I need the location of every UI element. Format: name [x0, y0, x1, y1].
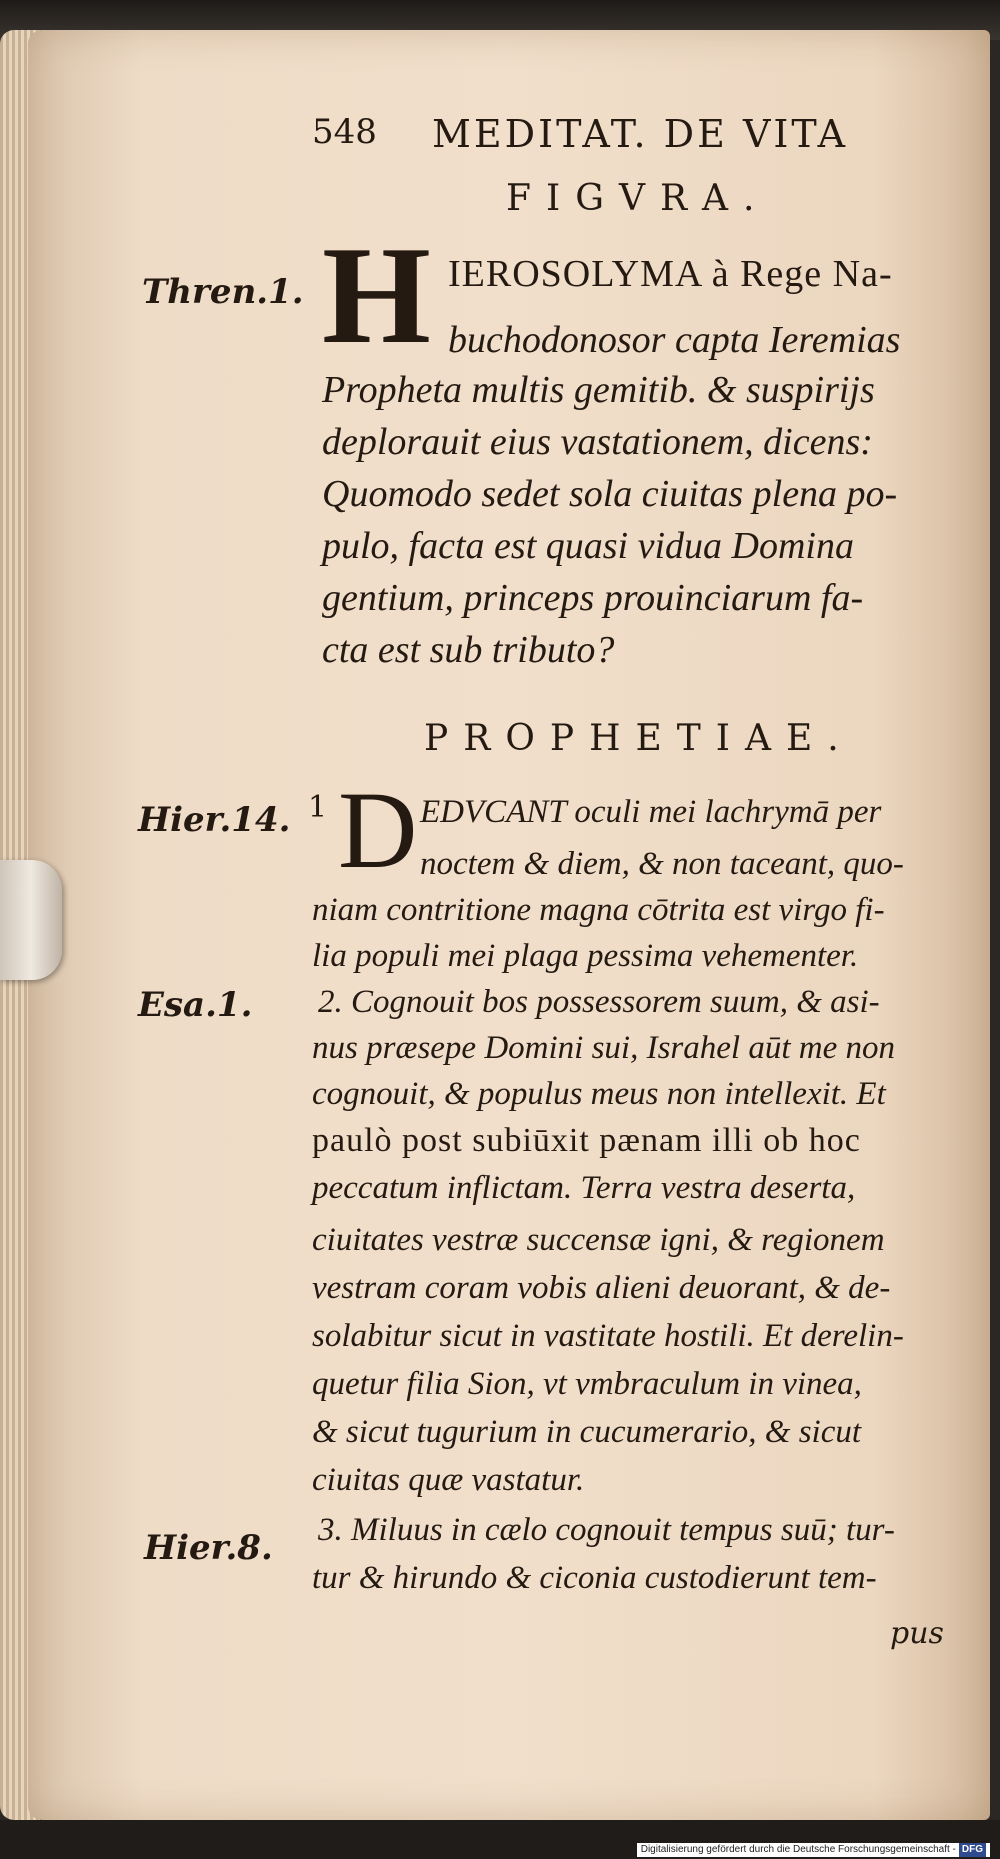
text-line: peccatum inflictam. Terra vestra deserta, [312, 1170, 856, 1206]
text-line: quetur filia Sion, vt vmbraculum in vinea, [312, 1366, 862, 1402]
credit-text: Digitalisierung gefördert durch die Deutsche Forschungsgemeinschaft - [640, 1844, 956, 1855]
margin-note: Esa.1. [138, 985, 253, 1025]
text-line: tur & hirundo & ciconia custodierunt tem- [312, 1560, 877, 1596]
margin-note: Hier.8. [144, 1528, 273, 1568]
dfg-logo: DFG [959, 1843, 986, 1857]
page-clip [0, 860, 62, 980]
text-line: Quomodo sedet sola ciuitas plena po- [322, 473, 898, 515]
text-line: nus præsepe Domini sui, Israhel aūt me non [312, 1030, 895, 1066]
text-line: Propheta multis gemitib. & suspirijs [322, 369, 875, 411]
text-line: 2. Cognouit bos possessorem suum, & asi- [318, 984, 880, 1020]
text-line: ciuitates vestræ succensæ igni, & regionem [312, 1222, 885, 1258]
section-heading-prophetiae: PROPHETIAE. [424, 718, 854, 759]
text-line: deplorauit eius vastationem, dicens: [322, 421, 873, 463]
margin-note: Hier.14. [138, 800, 291, 840]
margin-note: Thren.1. [142, 272, 304, 312]
drop-initial-h: H [322, 218, 431, 373]
text-line: & sicut tugurium in cucumerario, & sicut [312, 1414, 862, 1450]
drop-initial-d: D [338, 769, 418, 891]
text-line: 3. Miluus in cælo cognouit tempus suū; tur- [318, 1512, 895, 1548]
text-line: pulo, facta est quasi vidua Domina [322, 525, 854, 567]
text-line: cognouit, & populus meus non intellexit. Et [312, 1076, 886, 1112]
text-line: vestram coram vobis alieni deuorant, & de- [312, 1270, 891, 1306]
text-line: cta est sub tributo? [322, 629, 615, 671]
text-line: ciuitas quæ vastatur. [312, 1462, 585, 1498]
text-line: noctem & diem, & non taceant, quo- [420, 846, 904, 882]
section-heading-figura: FIGVRA. [506, 178, 770, 219]
digitization-credit [637, 1843, 990, 1857]
text-line: lia populi mei plaga pessima vehementer. [312, 938, 859, 974]
text-line: gentium, princeps prouinciarum fa- [322, 577, 864, 619]
page-number: 548 [312, 112, 377, 152]
item-number: 1 [308, 790, 328, 825]
text-line: buchodonosor capta Ieremias [448, 319, 901, 361]
catchword: pus [890, 1616, 944, 1651]
text-line: IEROSOLYMA à Rege Na- [448, 253, 893, 295]
text-line: paulò post subiūxit pænam illi ob hoc [312, 1122, 861, 1159]
text-line: solabitur sicut in vastitate hostili. Et derelin- [312, 1318, 904, 1354]
text-line: EDVCANT oculi mei lachrymā per [420, 794, 882, 830]
text-line: niam contritione magna cōtrita est virgo fi- [312, 892, 885, 928]
running-head: MEDITAT. DE VITA [432, 112, 849, 156]
